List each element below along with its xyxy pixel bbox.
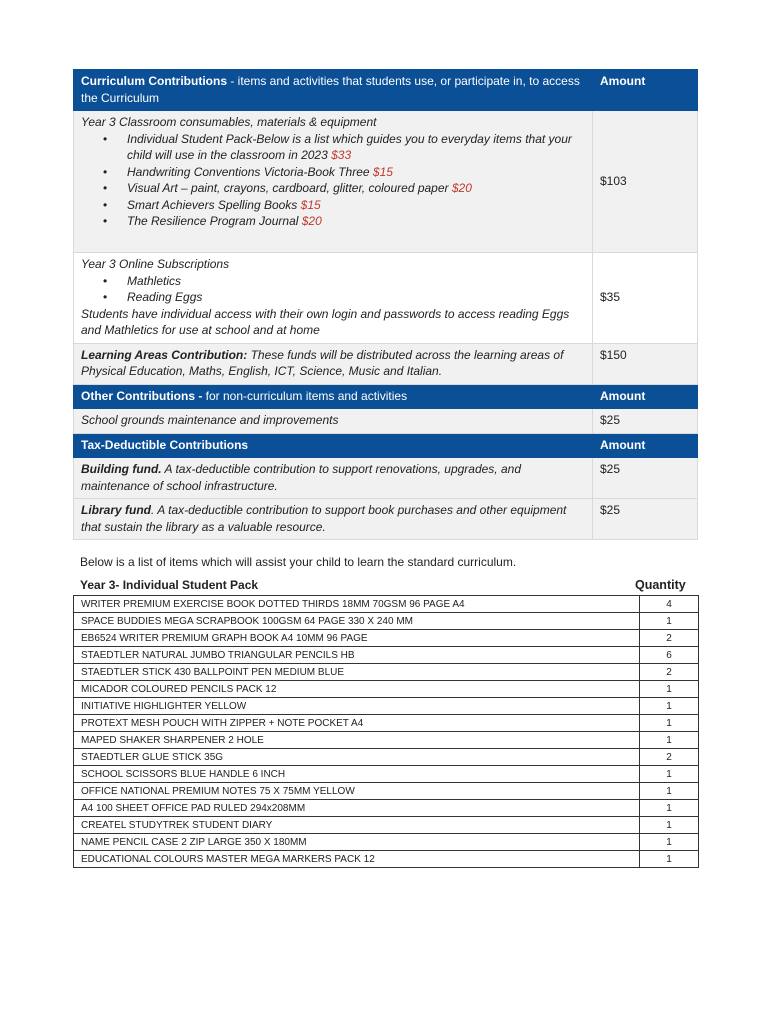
pack-item-qty: 4 xyxy=(640,596,699,613)
learning-row xyxy=(74,343,698,384)
classroom-item-text: Handwriting Conventions Victoria-Book Three xyxy=(127,164,373,179)
classroom-amount: $103 xyxy=(593,111,698,253)
building-cell xyxy=(74,458,593,499)
table-row xyxy=(74,783,699,800)
pack-item-qty: 2 xyxy=(640,664,699,681)
pack-item-name: EDUCATIONAL COLOURS MASTER MEGA MARKERS PACK 12 xyxy=(74,851,640,868)
building-text: A tax-deductible contribution to support renovations, upgrades, and maintenance of school infrastructure. xyxy=(81,462,521,493)
pack-item-qty: 2 xyxy=(640,749,699,766)
online-heading: Year 3 Online Subscriptions xyxy=(81,257,230,271)
table-row xyxy=(74,698,699,715)
pack-item-name: WRITER PREMIUM EXERCISE BOOK DOTTED THIRDS 18MM 70GSM 96 PAGE A4 xyxy=(74,596,640,613)
online-note: Students have individual access with their own login and passwords to access reading Eggs and Mathletics for use at school and at home xyxy=(81,306,570,337)
pack-item-name: MICADOR COLOURED PENCILS PACK 12 xyxy=(74,681,640,698)
classroom-item-price: $33 xyxy=(331,148,352,162)
grounds-amount: $25 xyxy=(593,409,698,434)
curriculum-header-cell xyxy=(74,70,593,111)
pack-item-name: STAEDTLER GLUE STICK 35G xyxy=(74,749,640,766)
classroom-item xyxy=(127,164,585,181)
grounds-row xyxy=(74,409,698,434)
pack-item-name: INITIATIVE HIGHLIGHTER YELLOW xyxy=(74,698,640,715)
pack-item-qty: 1 xyxy=(640,681,699,698)
table-row xyxy=(74,817,699,834)
library-row xyxy=(74,499,698,540)
pack-item-name: EB6524 WRITER PREMIUM GRAPH BOOK A4 10MM 96 PAGE xyxy=(74,630,640,647)
table-row xyxy=(74,732,699,749)
online-row xyxy=(74,253,698,344)
pack-intro: Below is a list of items which will assist your child to learn the standard curriculum. xyxy=(80,555,517,569)
table-row xyxy=(74,749,699,766)
classroom-item-price: $20 xyxy=(451,181,472,195)
online-item: • Mathletics xyxy=(127,273,585,290)
online-item: • Reading Eggs xyxy=(127,289,585,306)
building-row xyxy=(74,458,698,499)
pack-item-qty: 6 xyxy=(640,647,699,664)
table-row xyxy=(74,800,699,817)
online-list xyxy=(81,273,585,306)
classroom-item-price: $15 xyxy=(300,197,321,212)
library-label: Library fund xyxy=(81,503,152,517)
table-row xyxy=(74,596,699,613)
classroom-item xyxy=(127,180,585,197)
pack-item-name: STAEDTLER STICK 430 BALLPOINT PEN MEDIUM BLUE xyxy=(74,664,640,681)
contributions-section xyxy=(73,69,698,540)
library-amount: $25 xyxy=(593,499,698,540)
pack-item-qty: 1 xyxy=(640,851,699,868)
tax-amount-header: Amount xyxy=(593,433,698,458)
pack-title: Year 3- Individual Student Pack xyxy=(80,578,259,592)
tax-header-row xyxy=(74,433,698,458)
pack-item-name: PROTEXT MESH POUCH WITH ZIPPER + NOTE POCKET A4 xyxy=(74,715,640,732)
quantity-header: Quantity xyxy=(635,578,686,592)
pack-item-name: STAEDTLER NATURAL JUMBO TRIANGULAR PENCILS HB xyxy=(74,647,640,664)
learning-cell xyxy=(74,343,593,384)
classroom-item xyxy=(127,131,585,164)
student-pack-body xyxy=(74,596,699,868)
table-row xyxy=(74,647,699,664)
pack-item-qty: 1 xyxy=(640,834,699,851)
pack-item-qty: 2 xyxy=(640,630,699,647)
learning-amount: $150 xyxy=(593,343,698,384)
classroom-item-price: $20 xyxy=(301,214,322,228)
classroom-item xyxy=(127,213,585,230)
table-row xyxy=(74,630,699,647)
other-header-row xyxy=(74,384,698,409)
table-row xyxy=(74,613,699,630)
other-header-title: Other Contributions - xyxy=(81,388,203,403)
curriculum-header-title: Curriculum Contributions xyxy=(81,74,227,88)
online-amount: $35 xyxy=(593,253,698,344)
classroom-heading: Year 3 Classroom consumables, materials & equipment xyxy=(81,115,377,129)
student-pack-table xyxy=(73,595,699,868)
online-cell xyxy=(74,253,593,344)
classroom-row xyxy=(74,111,698,253)
classroom-item-text: Visual Art – paint, crayons, cardboard, glitter, coloured paper xyxy=(127,181,452,195)
classroom-item xyxy=(127,197,585,214)
pack-item-name: NAME PENCIL CASE 2 ZIP LARGE 350 X 180MM xyxy=(74,834,640,851)
building-label: Building fund. xyxy=(81,462,162,476)
library-cell xyxy=(74,499,593,540)
pack-item-qty: 1 xyxy=(640,817,699,834)
pack-item-qty: 1 xyxy=(640,783,699,800)
classroom-cell xyxy=(74,111,593,253)
pack-item-name: A4 100 SHEET OFFICE PAD RULED 294x208MM xyxy=(74,800,640,817)
other-amount-header: Amount xyxy=(593,384,698,409)
learning-text: These funds will be distributed across the learning areas of Physical Education, Maths, English, ICT, Science, Music and Italian. xyxy=(81,347,564,378)
classroom-item-price: $15 xyxy=(372,164,393,179)
pack-item-name: MAPED SHAKER SHARPENER 2 HOLE xyxy=(74,732,640,749)
learning-label: Learning Areas Contribution: xyxy=(81,347,248,362)
classroom-list xyxy=(81,131,585,230)
other-header-cell xyxy=(74,384,593,409)
pack-item-qty: 1 xyxy=(640,766,699,783)
table-row xyxy=(74,851,699,868)
pack-item-qty: 1 xyxy=(640,715,699,732)
contributions-table xyxy=(73,69,698,540)
pack-item-qty: 1 xyxy=(640,613,699,630)
tax-header-title: Tax-Deductible Contributions xyxy=(74,433,593,458)
pack-item-qty: 1 xyxy=(640,698,699,715)
other-header-desc: for non-curriculum items and activities xyxy=(202,388,408,403)
grounds-text: School grounds maintenance and improvements xyxy=(74,409,593,434)
curriculum-header-desc: - items and activities that students use, or participate in, to access the Curriculum xyxy=(81,74,580,105)
classroom-item-text: Smart Achievers Spelling Books xyxy=(127,197,301,212)
table-row xyxy=(74,681,699,698)
building-amount: $25 xyxy=(593,458,698,499)
pack-item-name: SCHOOL SCISSORS BLUE HANDLE 6 INCH xyxy=(74,766,640,783)
table-row xyxy=(74,715,699,732)
curriculum-amount-header: Amount xyxy=(593,70,698,111)
table-row xyxy=(74,834,699,851)
pack-item-qty: 1 xyxy=(640,800,699,817)
pack-item-name: CREATEL STUDYTREK STUDENT DIARY xyxy=(74,817,640,834)
classroom-item-text: Individual Student Pack-Below is a list which guides you to everyday items that your child will use in the classroom in 2023 xyxy=(127,131,572,162)
table-row xyxy=(74,766,699,783)
curriculum-header-row xyxy=(74,70,698,111)
pack-item-qty: 1 xyxy=(640,732,699,749)
library-text: . A tax-deductible contribution to support book purchases and other equipment that sustain the library as a valuable resource. xyxy=(81,503,567,534)
table-row xyxy=(74,664,699,681)
pack-item-name: SPACE BUDDIES MEGA SCRAPBOOK 100GSM 64 PAGE 330 X 240 MM xyxy=(74,613,640,630)
classroom-item-text: The Resilience Program Journal xyxy=(127,214,302,228)
pack-item-name: OFFICE NATIONAL PREMIUM NOTES 75 X 75MM YELLOW xyxy=(74,783,640,800)
